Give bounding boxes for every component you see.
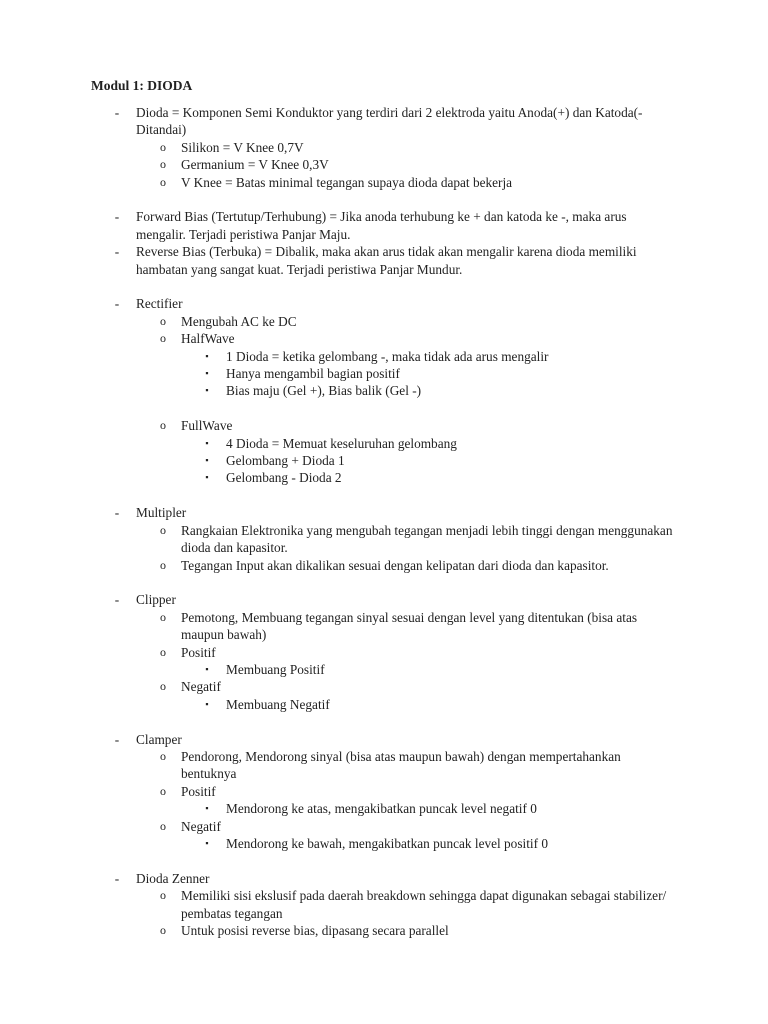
list-item-text: Gelombang + Dioda 1 xyxy=(226,453,345,469)
list-item-text: Memiliki sisi ekslusif pada daerah breakdown sehingga dapat digunakan sebagai stabilizer/ pembatas tegangan xyxy=(181,888,667,921)
list-item-text: Dioda = Komponen Semi Konduktor yang terdiri dari 2 elektroda yaitu Anoda(+) dan Katoda(- Ditandai) xyxy=(136,105,643,138)
list-item-text: Mendorong ke bawah, mengakibatkan puncak level positif 0 xyxy=(226,835,548,851)
bullet-marker: o xyxy=(160,644,166,659)
list-item-text: Germanium = V Knee 0,3V xyxy=(181,157,329,173)
list-item-level-3 xyxy=(0,469,678,486)
list-item-level-1 xyxy=(0,295,676,312)
list-item-text: Membuang Positif xyxy=(226,661,325,677)
bullet-marker: ▪ xyxy=(205,698,209,709)
list-item-level-2 xyxy=(0,174,678,191)
bullet-marker: - xyxy=(114,209,120,225)
list-item-level-3 xyxy=(0,835,678,852)
list-item-level-2 xyxy=(0,678,678,695)
list-item-text: Untuk posisi reverse bias, dipasang secara parallel xyxy=(181,922,449,938)
bullet-marker: ▪ xyxy=(205,803,209,814)
list-item-text: Rectifier xyxy=(136,296,183,312)
bullet-marker: ▪ xyxy=(205,368,209,379)
list-item-text: Pemotong, Membuang tegangan sinyal sesuai dengan level yang ditentukan (bisa atas maupun bawah) xyxy=(181,609,638,643)
bullet-marker: ▪ xyxy=(205,350,209,361)
list-item-text: Dioda Zenner xyxy=(136,870,210,886)
list-item-level-2 xyxy=(0,748,678,783)
list-item-text: Clipper xyxy=(136,592,176,608)
bullet-marker: ▪ xyxy=(205,663,209,674)
list-item-text: Positif xyxy=(181,644,216,660)
list-item-level-2 xyxy=(0,922,678,939)
bullet-marker: ▪ xyxy=(205,437,209,448)
bullet-marker: o xyxy=(160,331,166,346)
list-item-text: V Knee = Batas minimal tegangan supaya dioda dapat bekerja xyxy=(181,174,513,190)
list-item-level-3 xyxy=(0,452,678,469)
list-item-level-2 xyxy=(0,417,678,434)
list-item-level-1 xyxy=(0,870,676,887)
bullet-marker: - xyxy=(114,592,120,608)
list-item-level-2 xyxy=(0,818,678,835)
blank-line xyxy=(0,400,768,417)
bullet-marker: o xyxy=(160,157,166,172)
list-item-level-3 xyxy=(0,348,678,365)
list-item-level-2 xyxy=(0,644,678,661)
bullet-marker: ▪ xyxy=(205,837,209,848)
bullet-marker: - xyxy=(114,731,120,747)
bullet-marker: ▪ xyxy=(205,385,209,396)
blank-line xyxy=(0,278,768,295)
bullet-marker: o xyxy=(160,174,166,189)
blank-line xyxy=(0,713,768,730)
list-item-level-3 xyxy=(0,696,678,713)
list-item-level-1 xyxy=(0,504,676,521)
list-item-text: Reverse Bias (Terbuka) = Dibalik, maka akan arus tidak akan mengalir karena dioda memiliki hambatan yang sangat kuat. Terjadi peristiwa Panjar Mundur. xyxy=(136,244,637,277)
bullet-marker: ▪ xyxy=(205,472,209,483)
bullet-marker: o xyxy=(160,313,166,328)
list-item-level-2 xyxy=(0,139,678,156)
bullet-marker: o xyxy=(160,139,166,154)
bullet-marker: o xyxy=(160,679,166,694)
blank-line xyxy=(0,487,768,504)
list-item-level-2 xyxy=(0,887,678,922)
list-item-text: Pendorong, Mendorong sinyal (bisa atas maupun bawah) dengan mempertahankan bentuknya xyxy=(181,748,621,782)
list-item-level-3 xyxy=(0,382,678,399)
document-title: Modul 1: DIODA xyxy=(91,78,193,93)
bullet-marker: - xyxy=(114,244,120,260)
list-item-level-1 xyxy=(0,591,676,608)
list-item-level-3 xyxy=(0,435,678,452)
list-item-text: 4 Dioda = Memuat keseluruhan gelombang xyxy=(226,435,457,451)
bullet-marker: o xyxy=(160,783,166,798)
bullet-marker: o xyxy=(160,748,166,763)
list-item-text: Hanya mengambil bagian positif xyxy=(226,366,400,382)
list-item-text: FullWave xyxy=(181,418,233,434)
bullet-marker: o xyxy=(160,418,166,433)
list-item-text: Rangkaian Elektronika yang mengubah tegangan menjadi lebih tinggi dengan menggunakan dioda dan kapasitor. xyxy=(181,522,673,556)
list-item-text: Mendorong ke atas, mengakibatkan puncak level negatif 0 xyxy=(226,801,537,817)
list-item-text: Positif xyxy=(181,783,216,799)
list-item-text: Multipler xyxy=(136,505,187,521)
outline-list xyxy=(0,104,768,939)
list-item-text: Membuang Negatif xyxy=(226,696,330,712)
list-item-text: Mengubah AC ke DC xyxy=(181,313,297,329)
bullet-marker: o xyxy=(160,818,166,833)
bullet-marker: - xyxy=(114,105,120,120)
blank-line xyxy=(0,574,768,591)
list-item-level-3 xyxy=(0,365,678,382)
list-item-text: HalfWave xyxy=(181,331,235,347)
bullet-marker: o xyxy=(160,609,166,624)
list-item-level-3 xyxy=(0,800,678,817)
bullet-marker: o xyxy=(160,557,166,572)
list-item-level-2 xyxy=(0,313,678,330)
list-item-text: Gelombang - Dioda 2 xyxy=(226,470,342,486)
list-item-level-2 xyxy=(0,330,678,347)
bullet-marker: o xyxy=(160,922,166,937)
bullet-marker: o xyxy=(160,888,166,903)
list-item-text: Silikon = V Knee 0,7V xyxy=(181,139,304,155)
list-item-text: Negatif xyxy=(181,818,221,834)
bullet-marker: o xyxy=(160,522,166,537)
blank-line xyxy=(0,852,768,869)
list-item-level-1 xyxy=(0,104,676,139)
list-item-level-2 xyxy=(0,156,678,173)
list-item-level-2 xyxy=(0,557,678,574)
list-item-level-2 xyxy=(0,609,678,644)
list-item-text: Clamper xyxy=(136,731,182,747)
list-item-level-1 xyxy=(0,208,676,243)
list-item-level-1 xyxy=(0,243,676,278)
bullet-marker: - xyxy=(114,870,120,886)
list-item-level-2 xyxy=(0,522,678,557)
list-item-text: Tegangan Input akan dikalikan sesuai dengan kelipatan dari dioda dan kapasitor. xyxy=(181,557,609,573)
list-item-level-2 xyxy=(0,783,678,800)
bullet-marker: - xyxy=(114,505,120,521)
list-item-text: Forward Bias (Tertutup/Terhubung) = Jika anoda terhubung ke + dan katoda ke -, maka arus mengalir. Terjadi peristiwa Panjar Maju. xyxy=(136,209,627,242)
list-item-text: 1 Dioda = ketika gelombang -, maka tidak ada arus mengalir xyxy=(226,348,549,364)
list-item-text: Bias maju (Gel +), Bias balik (Gel -) xyxy=(226,383,422,399)
list-item-text: Negatif xyxy=(181,679,221,695)
list-item-level-1 xyxy=(0,731,676,748)
bullet-marker: - xyxy=(114,296,120,312)
blank-line xyxy=(0,191,768,208)
list-item-level-3 xyxy=(0,661,678,678)
bullet-marker: ▪ xyxy=(205,455,209,466)
